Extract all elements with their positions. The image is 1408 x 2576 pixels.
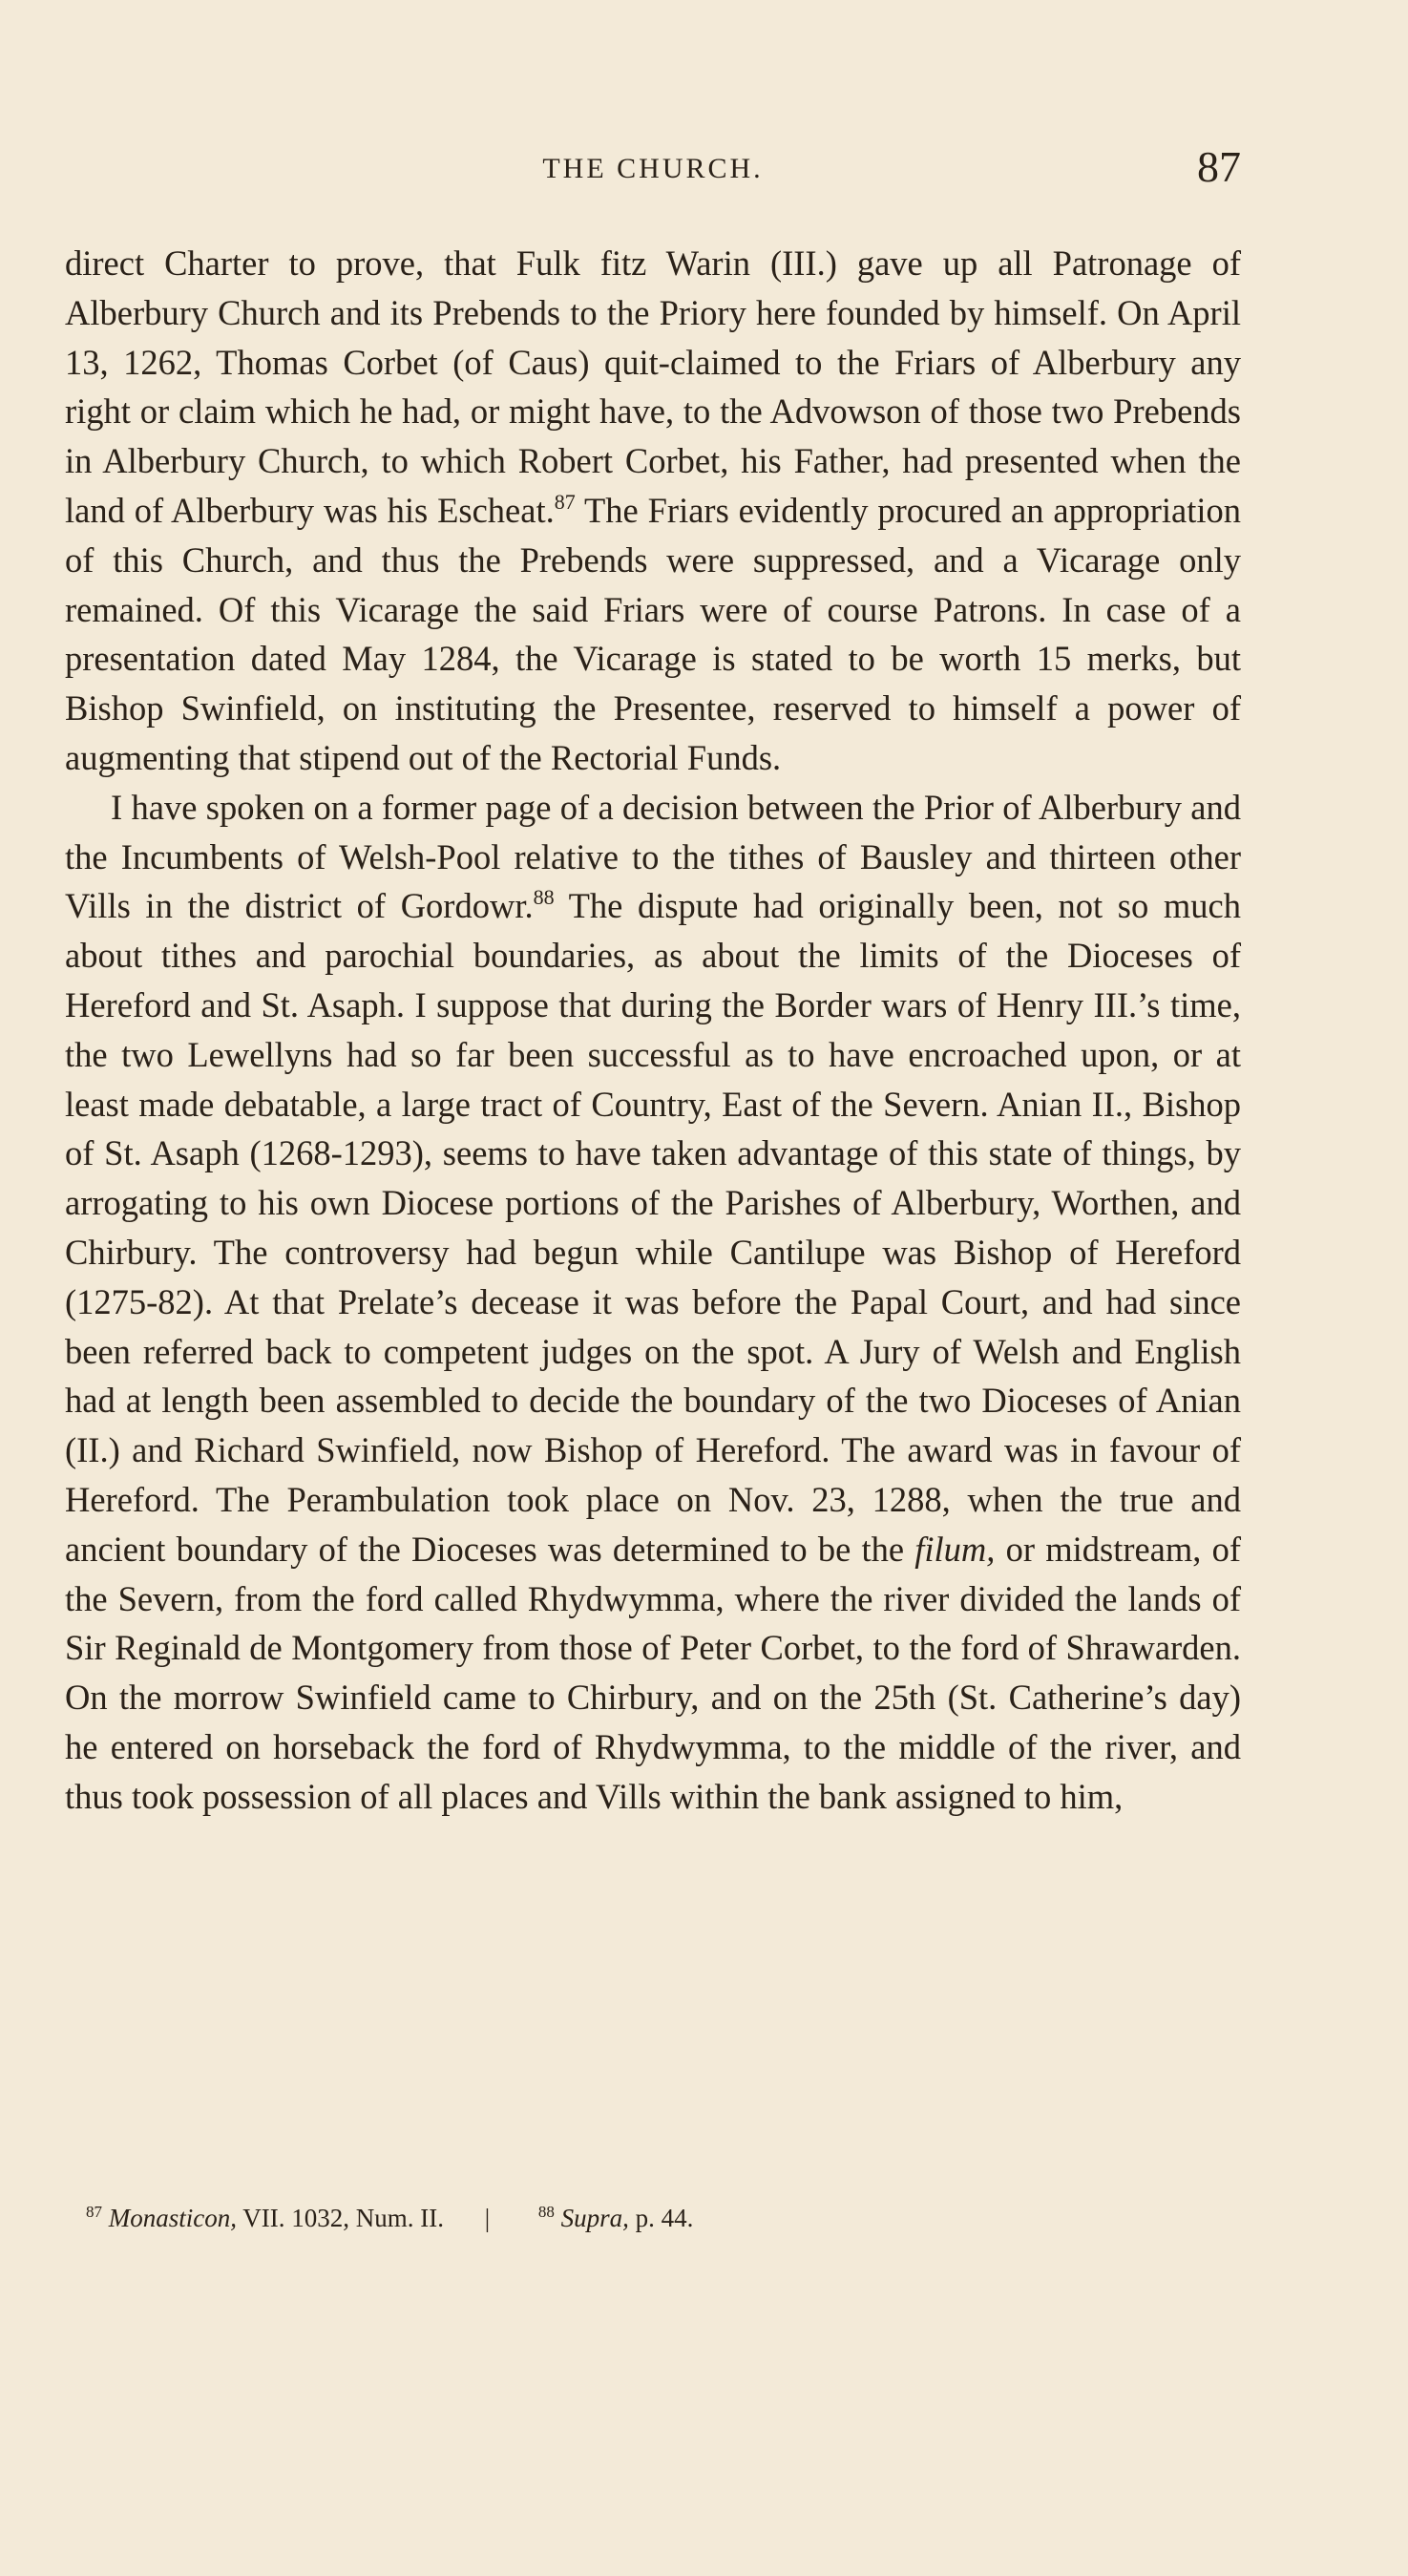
- italic-term: filum,: [914, 1529, 996, 1569]
- paragraph-2-text-c: or midstream, of the Severn, from the ford called Rhydwymma, where the river divided the lands of Sir Reginald de Montgomery from those of Peter Corbet, to the ford of Shrawarden. On the morrow Swinfield came to Chirbury, and on the 25th (St. Catherine’s day) he entered on horseback the ford of Rhydwymma, to the middle of the river, and thus took possession of all places and Vills within the bank assigned to him,: [65, 1529, 1241, 1816]
- footnotes: [86, 2204, 1231, 2233]
- paragraph-2: [65, 783, 1241, 1822]
- running-title: THE CHURCH.: [542, 153, 764, 184]
- footnote-88-number: 88: [537, 2203, 555, 2221]
- footnote-87-ref: VII. 1032, Num. II.: [237, 2204, 444, 2232]
- page-header: [65, 142, 1241, 202]
- footnote-ref-87[interactable]: 87: [554, 489, 576, 514]
- paragraph-2-text-b: The dispute had originally been, not so much about tithes and parochial boundaries, as about the limits of the Dioceses of Hereford and St. Asaph. I suppose that during the Border wars of Henry III.’s time, the two Lewellyns had so far been successful as to have encroached upon, or at least made debatable, a large tract of Country, East of the Severn. Anian II., Bishop of St. Asaph (1268-1293), seems to have taken advantage of this state of things, by arrogating to his own Diocese portions of the Parishes of Alberbury, Worthen, and Chirbury. The controversy had begun while Cantilupe was Bishop of Hereford (1275-82). At that Prelate’s decease it was before the Papal Court, and had since been referred back to competent judges on the spot. A Jury of Welsh and English had at length been assembled to decide the boundary of the two Dioceses of Anian (II.) and Richard Swinfield, now Bishop of Hereford. The award was in favour of Hereford. The Perambulation took place on Nov. 23, 1288, when the true and ancient boundary of the Dioceses was determined to be the: [65, 886, 1241, 1569]
- paragraph-1-text-a: direct Charter to prove, that Fulk fitz Warin (III.) gave up all Patronage of Alberbury Church and its Prebends to the Priory here founded by himself. On April 13, 1262, Thomas Corbet (of Caus) quit-claimed to the Friars of Alberbury any right or claim which he had, or might have, to the Advowson of those two Prebends in Alberbury Church, to which Robert Corbet, his Father, had presented when the land of Alberbury was his Escheat.: [65, 243, 1241, 530]
- page-number: 87: [1197, 142, 1241, 191]
- footnote-88: [538, 2204, 694, 2233]
- footnote-separator: |: [484, 2204, 491, 2232]
- paragraph-1: [65, 239, 1241, 783]
- paragraph-1-text-b: The Friars evidently procured an appropriation of this Church, and thus the Prebends were suppressed, and a Vicarage only remained. Of this Vicarage the said Friars were of course Patrons. In case of a presentation dated May 1284, the Vicarage is stated to be worth 15 merks, but Bishop Swinfield, on instituting the Presentee, reserved to himself a power of augmenting that stipend out of the Rectorial Funds.: [65, 490, 1242, 777]
- footnote-88-source: Supra,: [560, 2204, 629, 2232]
- footnote-87-number: 87: [86, 2203, 102, 2221]
- body-text: [65, 239, 1241, 1822]
- footnote-87-source: Monasticon,: [108, 2204, 237, 2232]
- footnote-87: [86, 2204, 444, 2233]
- footnote-88-ref: p. 44.: [628, 2204, 694, 2232]
- paragraph-2-text-a: I have spoken on a former page of a decision between the Prior of Alberbury and the Incumbents of Welsh-Pool relative to the tithes of Bausley and thirteen other Vills in the district of Gordowr.: [65, 787, 1241, 926]
- footnote-ref-88[interactable]: 88: [533, 885, 555, 910]
